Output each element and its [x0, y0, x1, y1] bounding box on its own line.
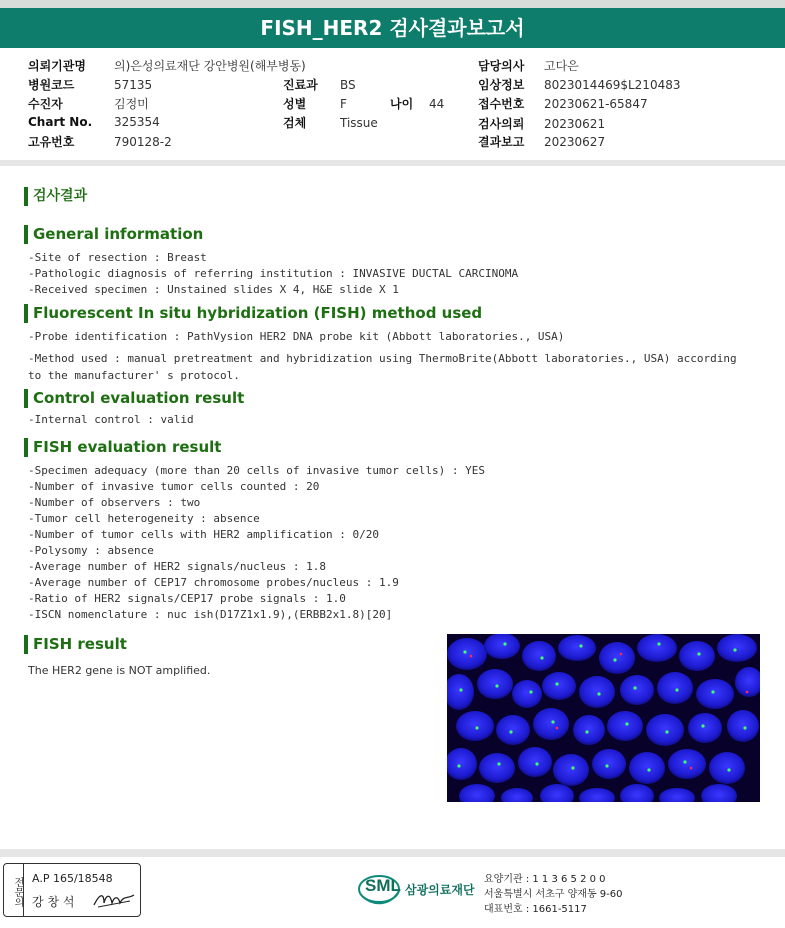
logo-text: SML — [365, 876, 401, 895]
label: 병원코드 — [28, 78, 75, 92]
address-line-1: 서울특별시 서초구 양재동 9-60 — [484, 889, 623, 900]
label: 검사의뢰 — [478, 117, 525, 131]
value: Tissue — [340, 116, 378, 130]
signature-icon — [92, 889, 136, 911]
value: 김정미 — [114, 97, 149, 111]
header-left-3 — [28, 115, 160, 129]
label: 성별 — [283, 97, 307, 111]
fish-eval-heading: FISH evaluation result — [24, 438, 221, 457]
label: 진료과 — [283, 78, 318, 92]
value: 325354 — [114, 115, 160, 129]
footer-divider — [0, 849, 785, 857]
label: Chart No. — [28, 115, 93, 129]
label: 담당의사 — [478, 59, 525, 73]
label: 검체 — [283, 116, 307, 130]
value: BS — [340, 78, 356, 92]
method-heading: Fluorescent In situ hybridization (FISH) method used — [24, 304, 482, 323]
label: 나이 — [390, 97, 414, 111]
top-strip — [0, 0, 785, 8]
fish-eval-line-2: -Number of observers : two — [28, 496, 201, 509]
report-title: FISH_HER2 검사결과보고서 — [0, 8, 785, 48]
fish-eval-line-4: -Number of tumor cells with HER2 amplification : 0/20 — [28, 528, 379, 541]
general-line-0: -Site of resection : Breast — [28, 251, 207, 264]
value: 20230627 — [544, 135, 606, 149]
fish-eval-line-5: -Polysomy : absence — [28, 544, 154, 557]
header-mid-1 — [283, 95, 347, 112]
value: 57135 — [114, 78, 153, 92]
value: 8023014469$L210483 — [544, 78, 681, 92]
org-name: 삼광의료재단 — [405, 883, 475, 897]
result-title: 검사결과 — [24, 187, 87, 206]
header-left-1 — [28, 76, 152, 93]
fish-eval-line-0: -Specimen adequacy (more than 20 cells of invasive tumor cells) : YES — [28, 464, 485, 477]
header-left-4 — [28, 133, 172, 150]
specialist-stamp — [3, 863, 141, 917]
fish-eval-line-1: -Number of invasive tumor cells counted : 20 — [28, 480, 320, 493]
value: 790128-2 — [114, 135, 172, 149]
label: 고유번호 — [28, 135, 75, 149]
address-line-2: 대표번호 : 1661-5117 — [484, 904, 587, 915]
header-mid-2 — [283, 114, 378, 131]
sml-logo — [357, 869, 479, 913]
label: 결과보고 — [478, 135, 525, 149]
fish-result-heading: FISH result — [24, 635, 127, 654]
fish-eval-line-3: -Tumor cell heterogeneity : absence — [28, 512, 260, 525]
fish-eval-line-6: -Average number of HER2 signals/nucleus : 1.8 — [28, 560, 327, 573]
value: 의)은성의료재단 강안병원(해부병동) — [114, 59, 306, 73]
fish-micrograph-image — [447, 634, 760, 802]
value: 44 — [429, 97, 445, 111]
header-right-3 — [478, 115, 605, 132]
fish-eval-line-8: -Ratio of HER2 signals/CEP17 probe signals : 1.0 — [28, 592, 346, 605]
general-heading: General information — [24, 225, 203, 244]
method-line-0: -Probe identification : PathVysion HER2 DNA probe kit (Abbott laboratories., USA) — [28, 330, 565, 343]
method-line-1: -Method used : manual pretreatment and hybridization using ThermoBrite(Abbott laboratories., USA) according — [28, 352, 737, 365]
micrograph-graphic — [447, 634, 760, 802]
value: 20230621-65847 — [544, 97, 648, 111]
header-left-2 — [28, 95, 149, 112]
value: 20230621 — [544, 117, 606, 131]
label: 수진자 — [28, 97, 63, 111]
header-age — [390, 95, 444, 112]
header-right-1 — [478, 76, 680, 93]
header-right-2 — [478, 95, 648, 112]
general-line-2: -Received specimen : Unstained slides X 4, H&E slide X 1 — [28, 283, 399, 296]
fish-eval-line-7: -Average number of CEP17 chromosome probes/nucleus : 1.9 — [28, 576, 399, 589]
value: F — [340, 97, 347, 111]
value: 고다은 — [544, 59, 579, 73]
fish-eval-line-9: -ISCN nomenclature : nuc ish(D17Z1x1.9),(ERBB2x1.8)[20] — [28, 608, 393, 621]
header-right-4 — [478, 133, 605, 150]
fish-result-text: The HER2 gene is NOT amplified. — [28, 664, 211, 677]
control-heading: Control evaluation result — [24, 389, 244, 408]
stamp-id: A.P 165/18548 — [32, 872, 113, 885]
header-left-0 — [28, 57, 306, 74]
method-line-2: to the manufacturer' s protocol. — [28, 369, 240, 382]
general-line-1: -Pathologic diagnosis of referring institution : INVASIVE DUCTAL CARCINOMA — [28, 267, 519, 280]
header-right-0 — [478, 57, 579, 74]
label: 임상정보 — [478, 78, 525, 92]
stamp-side-label: 전문의 — [4, 864, 24, 916]
header-divider — [0, 160, 785, 166]
label: 의뢰기관명 — [28, 59, 86, 73]
stamp-name: 강 창 석 — [32, 895, 75, 909]
address-line-0: 요양기관 : 1 1 3 6 5 2 0 0 — [484, 874, 606, 885]
header-mid-0 — [283, 76, 356, 93]
control-line-0: -Internal control : valid — [28, 413, 194, 426]
label: 접수번호 — [478, 97, 525, 111]
